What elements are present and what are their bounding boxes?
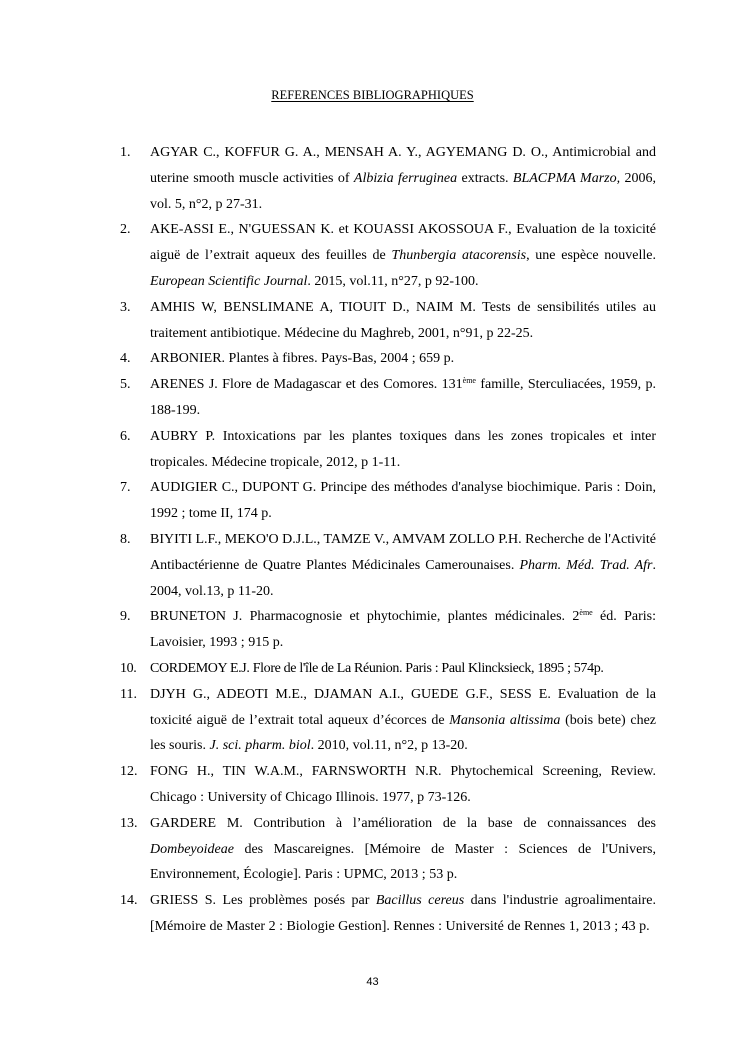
reference-text: éd. Paris: Lavoisier, 1993 ; 915 p.	[150, 609, 656, 651]
page-title: REFERENCES BIBLIOGRAPHIQUES	[271, 88, 474, 102]
reference-superscript: ème	[462, 376, 476, 386]
reference-text: des Mascareignes. [Mémoire de Master : Sciences de l'Univers, Environnement, Écologie]. Paris : UPMC, 2013 ; 53 p.	[150, 841, 656, 883]
reference-number: 13.	[120, 815, 138, 831]
reference-text: AUDIGIER C., DUPONT G. Principe des méthodes d'analyse biochimique. Paris : Doin, 1992 ; tome II, 174 p.	[150, 480, 656, 522]
reference-text: DJYH G., ADEOTI M.E., DJAMAN A.I., GUEDE G.F., SESS E. Evaluation de la toxicité aiguë de l’extrait total aqueux d’écorces de	[150, 686, 656, 728]
reference-item	[120, 140, 656, 217]
reference-item	[120, 656, 656, 682]
reference-number: 5.	[120, 377, 131, 393]
reference-number: 14.	[120, 893, 138, 909]
reference-text: AUBRY P. Intoxications par les plantes toxiques dans les zones tropicales et inter tropicales. Médecine tropicale, 2012, p 1-11.	[150, 428, 656, 470]
reference-text: GRIESS S. Les problèmes posés par	[150, 893, 376, 909]
reference-text: AMHIS W, BENSLIMANE A, TIOUIT D., NAIM M. Tests de sensibilités utiles au traitement antibiotique. Médecine du Maghreb, 2001, n°91, p 22-25.	[150, 299, 656, 341]
reference-number: 8.	[120, 531, 131, 547]
reference-number: 2.	[120, 222, 131, 238]
reference-text: BRUNETON J. Pharmacognosie et phytochimie, plantes médicinales. 2	[150, 609, 580, 625]
reference-number: 6.	[120, 428, 131, 444]
reference-item	[120, 759, 656, 811]
reference-italic: European Scientific Journal	[150, 273, 308, 289]
reference-italic: BLACPMA Marzo,	[512, 170, 621, 186]
reference-number: 10.	[120, 660, 137, 676]
reference-italic: Albizia ferruginea	[353, 170, 458, 186]
reference-item	[120, 888, 656, 940]
reference-number: 9.	[120, 609, 131, 625]
reference-text: GARDERE M. Contribution à l’amélioration de la base de connaissances des	[150, 815, 656, 831]
reference-text: FONG H., TIN W.A.M., FARNSWORTH N.R. Phytochemical Screening, Review. Chicago : University of Chicago Illinois. 1977, p 73-126.	[150, 764, 656, 805]
reference-item	[120, 604, 656, 656]
reference-item	[120, 424, 656, 476]
reference-number: 12.	[120, 764, 138, 780]
reference-italic: Dombeyoideae	[150, 841, 234, 857]
reference-number: 7.	[120, 480, 131, 496]
reference-text: . 2015, vol.11, n°27, p 92-100.	[307, 273, 479, 289]
reference-text: BIYITI L.F., MEKO'O D.J.L., TAMZE V., AMVAM ZOLLO P.H. Recherche de l'Activité Antibactérienne de Quatre Plantes Médicinales Camerounaises.	[150, 531, 656, 573]
reference-text: dans l'industrie agroalimentaire. [Mémoire de Master 2 : Biologie Gestion]. Rennes : Université de Rennes 1, 2013 ; 43 p.	[150, 893, 656, 934]
reference-superscript: ème	[579, 608, 593, 618]
reference-item	[120, 346, 656, 372]
reference-text: AKE-ASSI E., N'GUESSAN K. et KOUASSI AKOSSOUA F., Evaluation de la toxicité aiguë de l’extrait aqueux des feuilles de	[150, 222, 656, 264]
reference-item	[120, 295, 656, 347]
reference-text: , une espèce nouvelle.	[526, 248, 656, 264]
reference-text: extracts.	[457, 170, 513, 186]
reference-text: AGYAR C., KOFFUR G. A., MENSAH A. Y., AGYEMANG D. O., Antimicrobial and uterine smooth muscle activities of	[150, 145, 656, 186]
reference-italic: J. sci. pharm. biol	[209, 738, 311, 754]
reference-item	[120, 682, 656, 759]
reference-text: (bois bete) chez les souris.	[150, 712, 656, 754]
reference-number: 4.	[120, 351, 131, 367]
reference-text: ARENES J. Flore de Madagascar et des Comores. 131	[150, 377, 463, 393]
reference-italic: Thunbergia atacorensis	[391, 248, 527, 264]
reference-item	[120, 527, 656, 604]
reference-text: 2006, vol. 5, n°2, p 27-31.	[150, 170, 657, 212]
reference-text: . 2004, vol.13, p 11-20.	[150, 557, 656, 599]
reference-text: CORDEMOY E.J. Flore de l'île de La Réunion. Paris : Paul Klincksieck, 1895 ; 574p.	[150, 660, 604, 676]
reference-text: . 2010, vol.11, n°2, p 13-20.	[310, 738, 468, 754]
reference-list	[120, 140, 656, 940]
reference-item	[120, 372, 656, 424]
reference-item	[120, 811, 656, 888]
reference-item	[120, 217, 656, 294]
reference-italic: Pharm. Méd. Trad. Afr	[519, 557, 653, 573]
reference-number: 1.	[120, 145, 131, 160]
reference-number: 3.	[120, 299, 131, 315]
reference-italic: Mansonia altissima	[449, 712, 561, 728]
reference-italic: Bacillus cereus	[375, 893, 465, 909]
reference-number: 11.	[120, 686, 137, 702]
reference-item	[120, 475, 656, 527]
reference-text: famille, Sterculiacées, 1959, p. 188-199.	[150, 377, 657, 418]
reference-text: ARBONIER. Plantes à fibres. Pays-Bas, 2004 ; 659 p.	[150, 351, 455, 367]
page-number: 43	[366, 976, 379, 988]
